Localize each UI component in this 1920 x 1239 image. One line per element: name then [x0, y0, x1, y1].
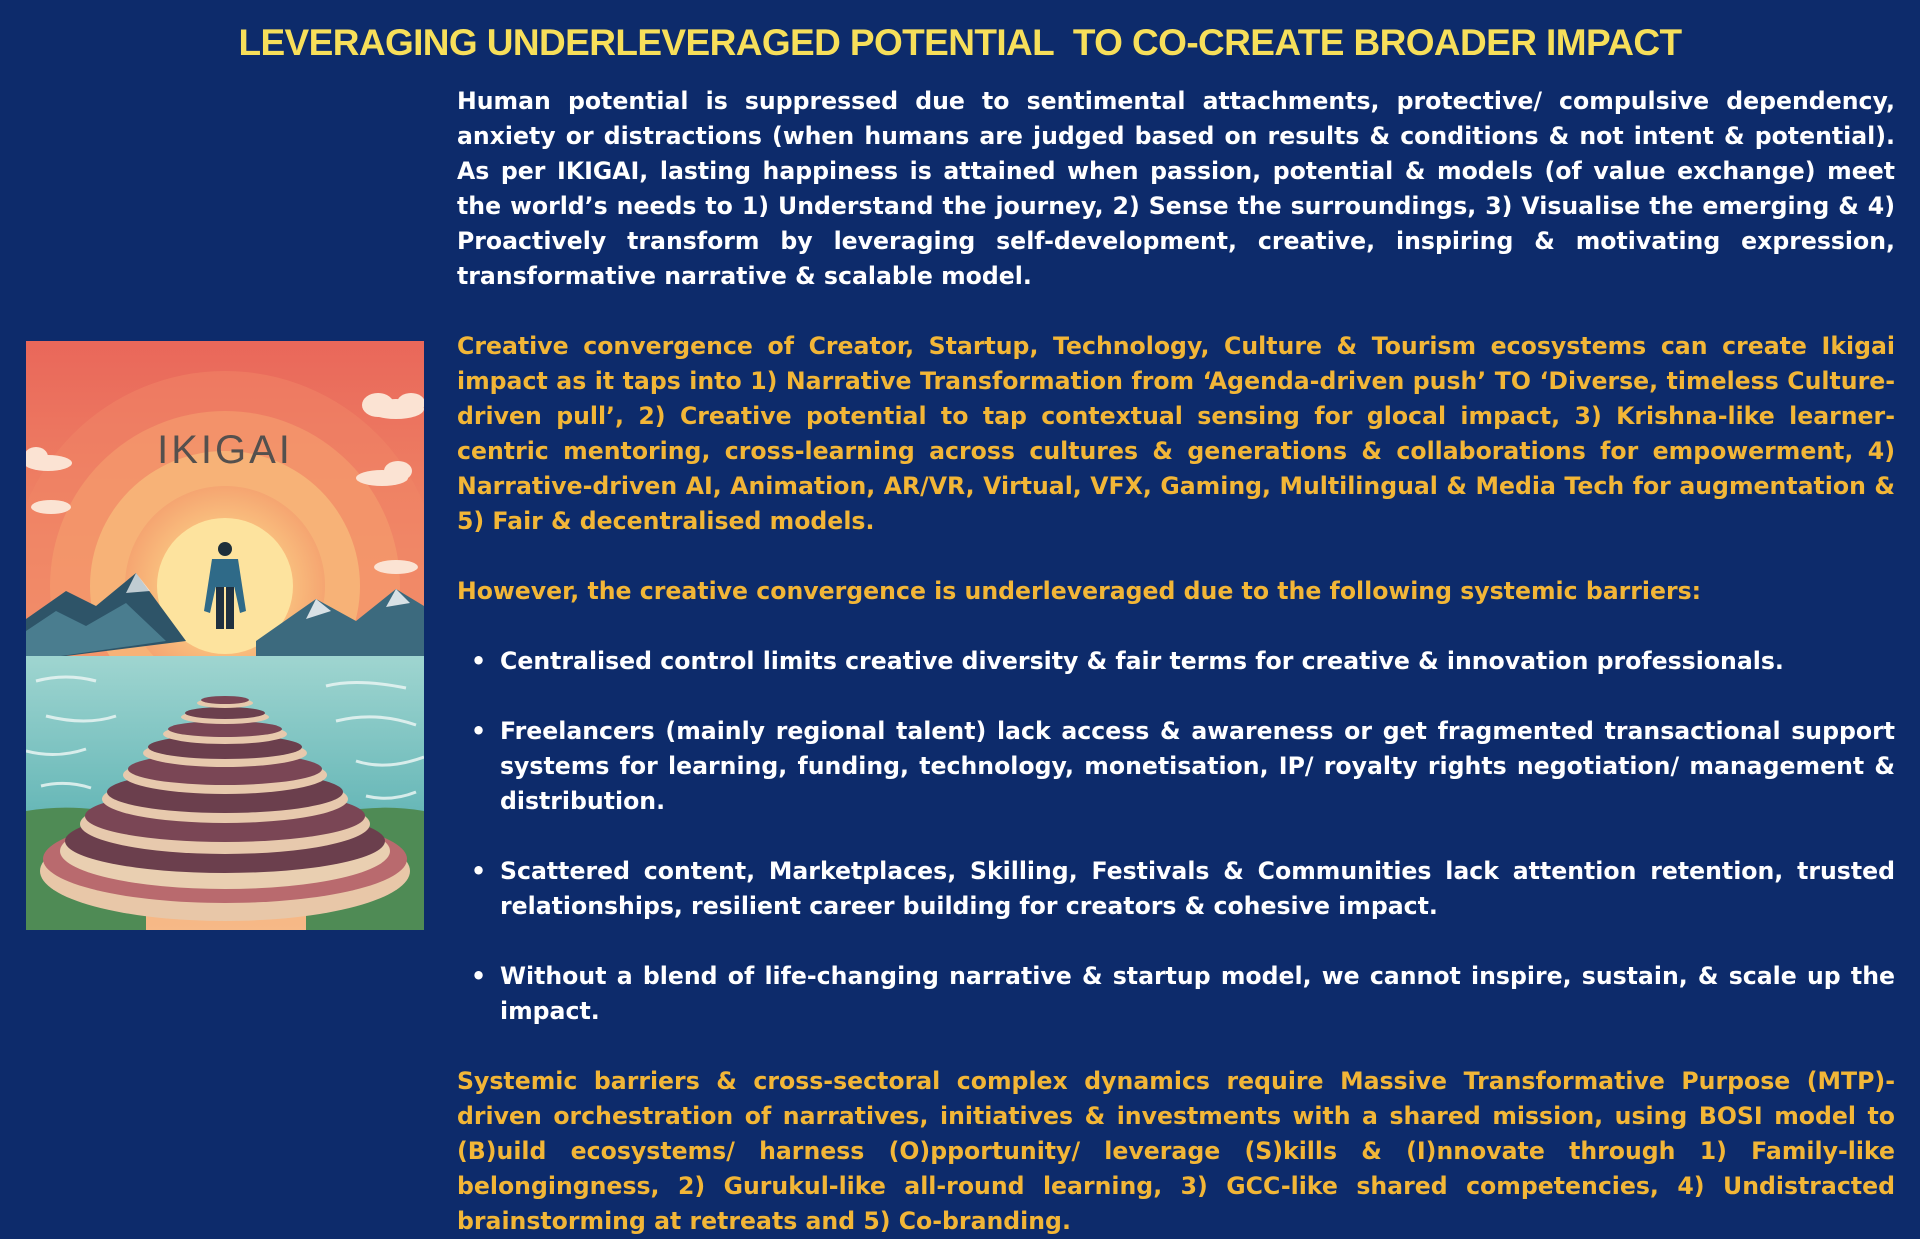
list-item-text: Centralised control limits creative diversity & fair terms for creative & innovation professionals.	[500, 647, 1784, 675]
list-item-text: Without a blend of life-changing narrative & startup model, we cannot inspire, sustain, & scale up the impact.	[500, 962, 1895, 1025]
bullet-icon: •	[471, 857, 487, 885]
bullet-icon: •	[471, 962, 487, 990]
list-item	[457, 854, 1895, 924]
ikigai-poster-image	[26, 341, 424, 930]
list-item	[457, 714, 1895, 819]
barriers-intro: However, the creative convergence is underleveraged due to the following systemic barriers:	[457, 577, 1702, 605]
list-item	[457, 644, 1895, 679]
barriers-list	[457, 644, 1895, 1029]
list-item	[457, 959, 1895, 1029]
bullet-icon: •	[471, 647, 487, 675]
intro-paragraph: Human potential is suppressed due to sentimental attachments, protective/ compulsive dependency, anxiety or distractions (when humans are judged based on results & conditions & not intent & potential). As per IKIGAI, lasting happiness is attained when passion, potential & models (of value exchange) meet the world’s needs to 1) Understand the journey, 2) Sense the surroundings, 3) Visualise the emerging & 4) Proactively transform by leveraging self-development, creative, inspiring & motivating expression, transformative narrative & scalable model.	[457, 87, 1895, 290]
conclusion-paragraph: Systemic barriers & cross-sectoral complex dynamics require Massive Transformative Purpose (MTP)-driven orchestration of narratives, initiatives & investments with a shared mission, using BOSI model to (B)uild ecosystems/ harness (O)pportunity/ leverage (S)kills & (I)nnovate through 1) Family-like belongingness, 2) Gurukul-like all-round learning, 3) GCC-like shared competencies, 4) Undistracted brainstorming at retreats and 5) Co-branding.	[457, 1067, 1895, 1235]
main-content	[457, 84, 1895, 1239]
page-title: LEVERAGING UNDERLEVERAGED POTENTIAL TO CO-CREATE BROADER IMPACT	[238, 22, 1682, 63]
poster-label: IKIGAI	[157, 428, 293, 472]
list-item-text: Freelancers (mainly regional talent) lack access & awareness or get fragmented transactional support systems for learning, funding, technology, monetisation, IP/ royalty rights negotiation/ management & distribution.	[500, 717, 1895, 815]
bullet-icon: •	[471, 717, 487, 745]
list-item-text: Scattered content, Marketplaces, Skilling, Festivals & Communities lack attention retention, trusted relationships, resilient career building for creators & cohesive impact.	[500, 857, 1895, 920]
convergence-paragraph: Creative convergence of Creator, Startup, Technology, Culture & Tourism ecosystems can create Ikigai impact as it taps into 1) Narrative Transformation from ‘Agenda-driven push’ TO ‘Diverse, timeless Culture-driven pull’, 2) Creative potential to tap contextual sensing for glocal impact, 3) Krishna-like learner-centric mentoring, cross-learning across cultures & generations & collaborations for empowerment, 4) Narrative-driven AI, Animation, AR/VR, Virtual, VFX, Gaming, Multilingual & Media Tech for augmentation & 5) Fair & decentralised models.	[457, 332, 1895, 535]
